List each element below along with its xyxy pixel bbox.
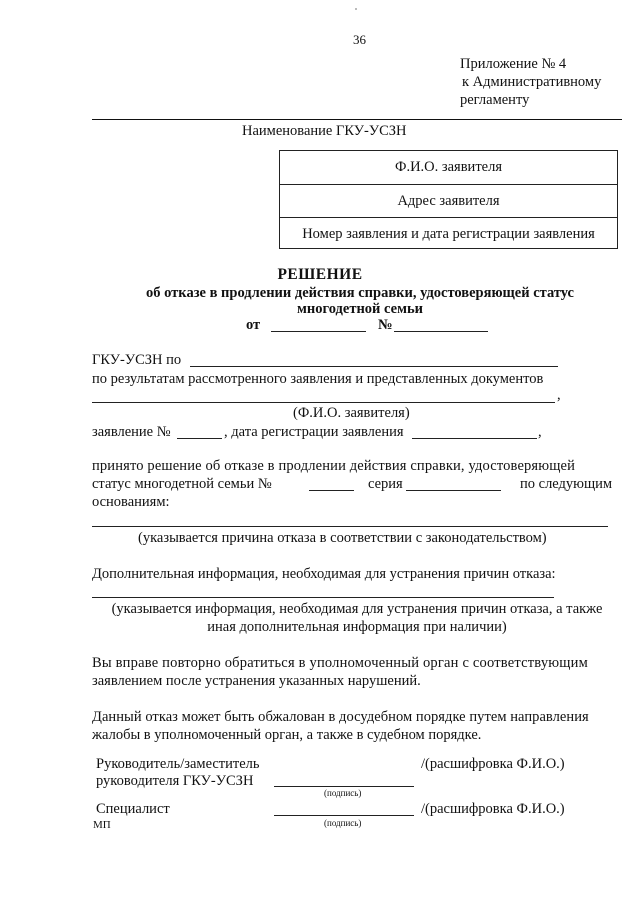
reason-field[interactable] bbox=[92, 526, 608, 527]
reapply-text-1: Вы вправе повторно обратиться в уполномоченный орган с соответствующим bbox=[92, 655, 589, 671]
appeal-text-2: жалобы в уполномоченный орган, а также в судебном порядке. bbox=[92, 727, 482, 743]
additional-caption-1: (указывается информация, необходимая для устранения причин отказа, а также bbox=[111, 601, 603, 617]
date-from-label: от bbox=[246, 317, 261, 333]
appendix-line-3: регламенту bbox=[460, 92, 530, 108]
head-signature-field[interactable] bbox=[274, 786, 414, 787]
applicant-fio: Ф.И.О. заявителя bbox=[394, 159, 502, 175]
decision-text-2b: серия bbox=[368, 476, 403, 492]
application-number-date: Номер заявления и дата регистрации заявления bbox=[280, 217, 617, 250]
page-number: 36 bbox=[353, 32, 366, 47]
document-title: РЕШЕНИЕ bbox=[277, 266, 363, 283]
certificate-number-field[interactable] bbox=[309, 490, 354, 491]
comma-1: , bbox=[557, 387, 561, 403]
signature-caption-2: (подпись) bbox=[324, 818, 362, 828]
scan-dot bbox=[355, 8, 357, 10]
decision-number-label: № bbox=[378, 317, 393, 333]
certificate-series-field[interactable] bbox=[406, 490, 501, 491]
reason-caption: (указывается причина отказа в соответствии с законодательством) bbox=[138, 530, 547, 546]
registration-date-label: , дата регистрации заявления bbox=[224, 424, 404, 440]
decision-text-2c: по следующим bbox=[520, 476, 613, 492]
applicant-box bbox=[279, 150, 618, 249]
org-name: Наименование ГКУ-УСЗН bbox=[242, 123, 407, 139]
org-district-field[interactable] bbox=[190, 366, 558, 367]
specialist-name-decode: /(расшифровка Ф.И.О.) bbox=[421, 801, 565, 817]
appendix-line-1: Приложение № 4 bbox=[460, 56, 567, 72]
stamp-label: МП bbox=[93, 819, 111, 831]
signature-caption-1: (подпись) bbox=[324, 788, 362, 798]
appendix-line-2: к Административному bbox=[462, 74, 602, 90]
head-title-line-1: Руководитель/заместитель bbox=[96, 756, 260, 772]
registration-date-field[interactable] bbox=[412, 438, 537, 439]
comma-2: , bbox=[538, 424, 542, 440]
applicant-address: Адрес заявителя bbox=[280, 184, 617, 217]
application-number-label: заявление № bbox=[92, 424, 171, 440]
reapply-text-2: заявлением после устранения указанных нарушений. bbox=[92, 673, 421, 689]
decision-text-2a: статус многодетной семьи № bbox=[92, 476, 272, 492]
application-number-field[interactable] bbox=[177, 438, 222, 439]
appeal-text-1: Данный отказ может быть обжалован в досудебном порядке путем направления bbox=[92, 709, 589, 725]
results-line: по результатам рассмотренного заявления и представленных документов bbox=[92, 371, 544, 387]
org-by-label: ГКУ-УСЗН по bbox=[92, 352, 182, 368]
additional-caption-2: иная дополнительная информация при наличии) bbox=[207, 619, 507, 635]
applicant-fio-field[interactable] bbox=[92, 402, 555, 403]
specialist-label: Специалист bbox=[96, 801, 170, 817]
header-divider bbox=[92, 119, 622, 120]
fio-caption: (Ф.И.О. заявителя) bbox=[293, 405, 410, 421]
decision-text-1: принято решение об отказе в продлении действия справки, удостоверяющей bbox=[92, 458, 576, 474]
document-subtitle: об отказе в продлении действия справки, удостоверяющей статус многодетной семьи bbox=[146, 285, 574, 317]
additional-info-field[interactable] bbox=[92, 597, 554, 598]
appendix-note bbox=[460, 55, 601, 109]
head-name-decode: /(расшифровка Ф.И.О.) bbox=[421, 756, 565, 772]
decision-number-field[interactable] bbox=[394, 331, 488, 332]
head-title-line-2: руководителя ГКУ-УСЗН bbox=[96, 773, 254, 789]
additional-info-label: Дополнительная информация, необходимая для устранения причин отказа: bbox=[92, 566, 556, 582]
specialist-signature-field[interactable] bbox=[274, 815, 414, 816]
date-field[interactable] bbox=[271, 331, 366, 332]
decision-text-3: основаниям: bbox=[92, 494, 170, 510]
